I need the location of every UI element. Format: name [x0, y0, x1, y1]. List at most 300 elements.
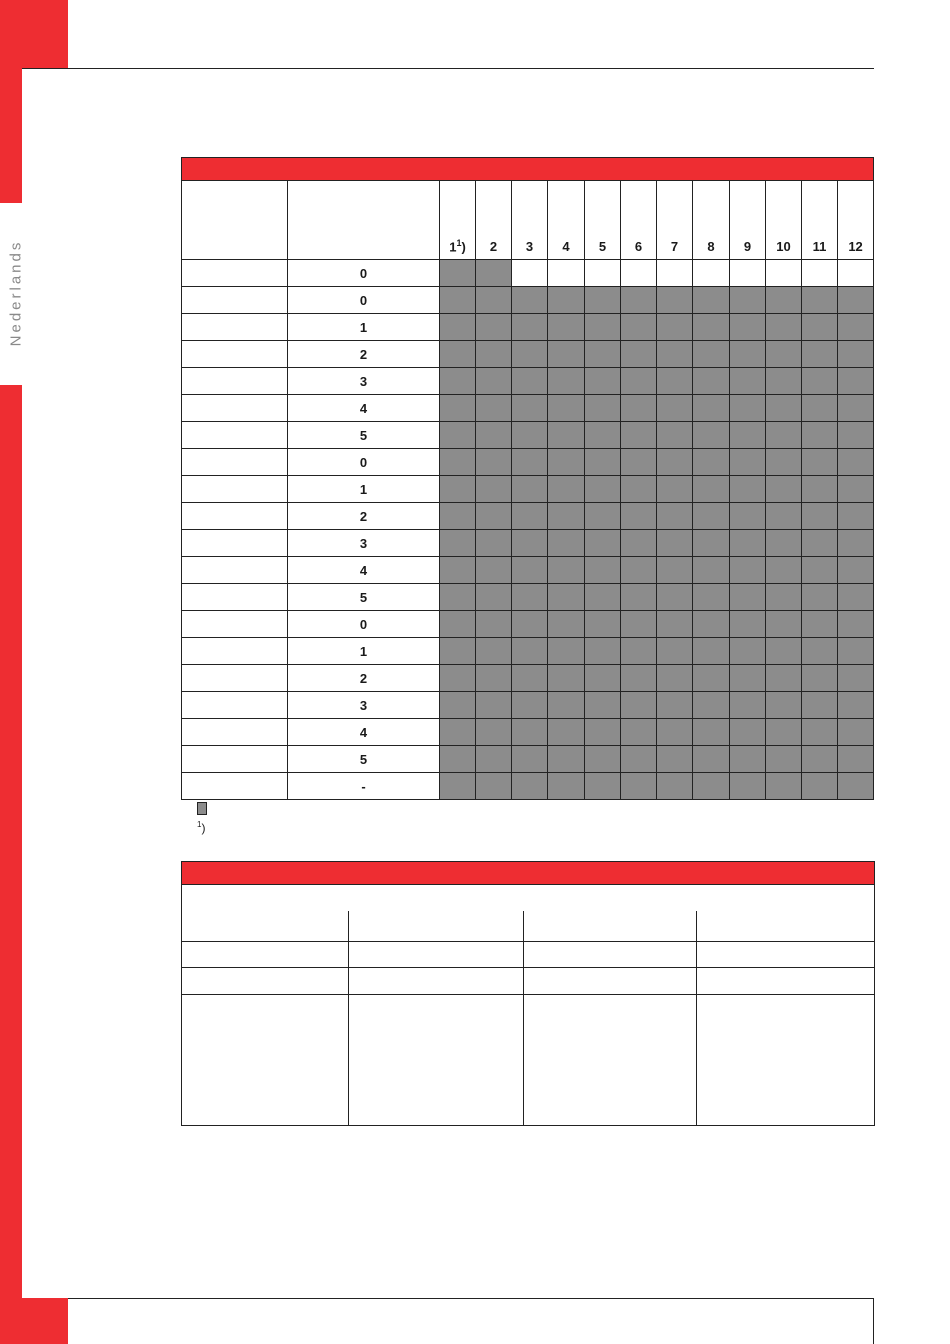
shaded-cell [838, 557, 874, 584]
table-row [182, 638, 874, 665]
row-value: 2 [288, 665, 440, 692]
empty-cell [657, 260, 693, 287]
shaded-cell [621, 584, 657, 611]
shaded-cell [766, 557, 802, 584]
shaded-cell [476, 314, 512, 341]
table-cell [524, 967, 697, 994]
table-row [182, 422, 874, 449]
table-cell [349, 941, 524, 967]
shaded-cell [657, 422, 693, 449]
shaded-cell [802, 773, 838, 800]
shaded-cell [440, 746, 476, 773]
header-cell-value [288, 181, 440, 260]
compatibility-table [181, 157, 874, 800]
shaded-cell [585, 422, 621, 449]
column-header-2: 2 [476, 181, 512, 260]
row-value: 3 [288, 692, 440, 719]
row-value: 3 [288, 530, 440, 557]
shaded-cell [730, 422, 766, 449]
shaded-cell [730, 719, 766, 746]
shaded-cell [585, 773, 621, 800]
shaded-cell [512, 692, 548, 719]
legend-swatch [197, 802, 207, 815]
row-label-cell [182, 503, 288, 530]
sidebar-strip-bottom [0, 385, 22, 1344]
table-subheader [182, 885, 875, 912]
shaded-cell [657, 584, 693, 611]
shaded-cell [476, 287, 512, 314]
column-header-3: 3 [512, 181, 548, 260]
table-row [182, 557, 874, 584]
shaded-cell [730, 314, 766, 341]
row-label-cell [182, 557, 288, 584]
shaded-cell [512, 503, 548, 530]
shaded-cell [730, 449, 766, 476]
empty-cell [512, 260, 548, 287]
shaded-cell [585, 341, 621, 368]
shaded-cell [657, 395, 693, 422]
shaded-cell [440, 422, 476, 449]
table-row [182, 314, 874, 341]
column-header-4: 4 [548, 181, 585, 260]
shaded-cell [766, 530, 802, 557]
shaded-cell [730, 746, 766, 773]
column-header-7: 7 [657, 181, 693, 260]
shaded-cell [512, 287, 548, 314]
shaded-cell [766, 773, 802, 800]
shaded-cell [730, 611, 766, 638]
shaded-cell [512, 449, 548, 476]
shaded-cell [730, 773, 766, 800]
shaded-cell [585, 557, 621, 584]
shaded-cell [693, 692, 730, 719]
shaded-cell [440, 719, 476, 746]
shaded-cell [476, 719, 512, 746]
shaded-cell [802, 476, 838, 503]
shaded-cell [766, 314, 802, 341]
shaded-cell [621, 746, 657, 773]
shaded-cell [838, 584, 874, 611]
shaded-cell [476, 449, 512, 476]
shaded-cell [512, 719, 548, 746]
table-row [182, 611, 874, 638]
table-cell [349, 911, 524, 941]
shaded-cell [730, 287, 766, 314]
shaded-cell [440, 476, 476, 503]
shaded-cell [802, 584, 838, 611]
shaded-cell [548, 584, 585, 611]
shaded-cell [440, 395, 476, 422]
row-label-cell [182, 719, 288, 746]
shaded-cell [730, 584, 766, 611]
row-label-cell [182, 530, 288, 557]
shaded-cell [585, 503, 621, 530]
shaded-cell [548, 530, 585, 557]
row-value: 0 [288, 611, 440, 638]
shaded-cell [585, 584, 621, 611]
shaded-cell [838, 314, 874, 341]
shaded-cell [440, 449, 476, 476]
footnote: $^1$) [197, 820, 206, 835]
shaded-cell [512, 341, 548, 368]
shaded-cell [766, 449, 802, 476]
column-header-1: $1^1$) [440, 181, 476, 260]
shaded-cell [802, 368, 838, 395]
row-value: - [288, 773, 440, 800]
row-value: 4 [288, 395, 440, 422]
shaded-cell [440, 368, 476, 395]
shaded-cell [657, 746, 693, 773]
shaded-cell [730, 503, 766, 530]
shaded-cell [476, 368, 512, 395]
table-row [182, 665, 874, 692]
shaded-cell [476, 611, 512, 638]
table-header-band [182, 862, 875, 885]
shaded-cell [621, 341, 657, 368]
table-cell [697, 994, 875, 1125]
shaded-cell [621, 530, 657, 557]
column-header-10: 10 [766, 181, 802, 260]
shaded-cell [730, 395, 766, 422]
row-value: 0 [288, 449, 440, 476]
shaded-cell [476, 476, 512, 503]
shaded-cell [730, 476, 766, 503]
shaded-cell [766, 368, 802, 395]
shaded-cell [730, 530, 766, 557]
shaded-cell [440, 341, 476, 368]
shaded-cell [476, 638, 512, 665]
corner-tab-bottom [0, 1298, 68, 1344]
shaded-cell [657, 476, 693, 503]
shaded-cell [476, 665, 512, 692]
shaded-cell [440, 773, 476, 800]
row-label-cell [182, 341, 288, 368]
shaded-cell [548, 368, 585, 395]
shaded-cell [476, 395, 512, 422]
table-cell [349, 967, 524, 994]
shaded-cell [621, 422, 657, 449]
table-row [182, 692, 874, 719]
shaded-cell [657, 287, 693, 314]
sidebar-strip-top [0, 0, 22, 203]
shaded-cell [838, 530, 874, 557]
shaded-cell [548, 611, 585, 638]
table-cell [182, 994, 349, 1125]
row-value: 2 [288, 341, 440, 368]
shaded-cell [512, 530, 548, 557]
shaded-cell [621, 368, 657, 395]
shaded-cell [838, 449, 874, 476]
shaded-cell [440, 692, 476, 719]
shaded-cell [693, 341, 730, 368]
shaded-cell [585, 368, 621, 395]
table-header-band [182, 158, 874, 181]
row-label-cell [182, 476, 288, 503]
column-header-11: 11 [802, 181, 838, 260]
shaded-cell [621, 692, 657, 719]
shaded-cell [693, 422, 730, 449]
row-label-cell [182, 287, 288, 314]
shaded-cell [802, 638, 838, 665]
shaded-cell [476, 503, 512, 530]
shaded-cell [766, 719, 802, 746]
shaded-cell [802, 341, 838, 368]
shaded-cell [802, 557, 838, 584]
shaded-cell [548, 449, 585, 476]
shaded-cell [766, 746, 802, 773]
shaded-cell [476, 260, 512, 287]
shaded-cell [657, 341, 693, 368]
shaded-cell [621, 665, 657, 692]
shaded-cell [657, 449, 693, 476]
footer-edge [873, 1298, 874, 1344]
shaded-cell [657, 368, 693, 395]
shaded-cell [548, 314, 585, 341]
shaded-cell [838, 341, 874, 368]
shaded-cell [838, 287, 874, 314]
shaded-cell [657, 773, 693, 800]
shaded-cell [802, 611, 838, 638]
shaded-cell [585, 314, 621, 341]
shaded-cell [657, 638, 693, 665]
shaded-cell [476, 692, 512, 719]
shaded-cell [548, 638, 585, 665]
shaded-cell [802, 422, 838, 449]
shaded-cell [657, 665, 693, 692]
column-header-5: 5 [585, 181, 621, 260]
row-label-cell [182, 692, 288, 719]
footer-rule [68, 1298, 874, 1299]
shaded-cell [730, 692, 766, 719]
shaded-cell [838, 422, 874, 449]
shaded-cell [585, 476, 621, 503]
table-row [182, 746, 874, 773]
shaded-cell [838, 611, 874, 638]
shaded-cell [585, 692, 621, 719]
shaded-cell [512, 476, 548, 503]
shaded-cell [766, 611, 802, 638]
shaded-cell [693, 665, 730, 692]
empty-cell [693, 260, 730, 287]
shaded-cell [693, 314, 730, 341]
shaded-cell [476, 557, 512, 584]
shaded-cell [730, 368, 766, 395]
shaded-cell [440, 530, 476, 557]
shaded-cell [766, 476, 802, 503]
shaded-cell [440, 287, 476, 314]
table-cell [524, 994, 697, 1125]
shaded-cell [693, 395, 730, 422]
shaded-cell [512, 557, 548, 584]
shaded-cell [440, 611, 476, 638]
shaded-cell [548, 719, 585, 746]
shaded-cell [693, 287, 730, 314]
shaded-cell [693, 719, 730, 746]
table-cell [182, 941, 349, 967]
shaded-cell [802, 503, 838, 530]
shaded-cell [838, 692, 874, 719]
shaded-cell [548, 476, 585, 503]
shaded-cell [621, 314, 657, 341]
shaded-cell [585, 746, 621, 773]
shaded-cell [693, 449, 730, 476]
shaded-cell [838, 719, 874, 746]
row-label-cell [182, 260, 288, 287]
shaded-cell [512, 638, 548, 665]
shaded-cell [730, 638, 766, 665]
empty-cell [730, 260, 766, 287]
table-row [182, 368, 874, 395]
column-header-9: 9 [730, 181, 766, 260]
row-value: 5 [288, 746, 440, 773]
table-cell [697, 967, 875, 994]
shaded-cell [548, 422, 585, 449]
table-row [182, 260, 874, 287]
shaded-cell [693, 638, 730, 665]
shaded-cell [766, 692, 802, 719]
shaded-cell [766, 584, 802, 611]
shaded-cell [657, 503, 693, 530]
row-value: 3 [288, 368, 440, 395]
shaded-cell [621, 557, 657, 584]
row-value: 2 [288, 503, 440, 530]
header-rule [22, 68, 874, 69]
shaded-cell [838, 395, 874, 422]
shaded-cell [802, 719, 838, 746]
shaded-cell [693, 773, 730, 800]
shaded-cell [766, 665, 802, 692]
shaded-cell [548, 341, 585, 368]
shaded-cell [657, 530, 693, 557]
shaded-cell [548, 746, 585, 773]
shaded-cell [657, 692, 693, 719]
shaded-cell [693, 746, 730, 773]
shaded-cell [657, 611, 693, 638]
shaded-cell [802, 746, 838, 773]
shaded-cell [512, 422, 548, 449]
column-header-12: 12 [838, 181, 874, 260]
table-cell [524, 911, 697, 941]
shaded-cell [585, 449, 621, 476]
shaded-cell [440, 557, 476, 584]
shaded-cell [512, 584, 548, 611]
table-row [182, 476, 874, 503]
shaded-cell [838, 476, 874, 503]
shaded-cell [512, 773, 548, 800]
shaded-cell [802, 314, 838, 341]
shaded-cell [512, 314, 548, 341]
row-value: 5 [288, 584, 440, 611]
second-table [181, 861, 875, 1126]
shaded-cell [585, 611, 621, 638]
shaded-cell [548, 773, 585, 800]
empty-cell [548, 260, 585, 287]
shaded-cell [693, 530, 730, 557]
table-cell [182, 967, 349, 994]
shaded-cell [802, 287, 838, 314]
table-row [182, 503, 874, 530]
row-value: 4 [288, 557, 440, 584]
shaded-cell [548, 503, 585, 530]
row-value: 0 [288, 260, 440, 287]
row-label-cell [182, 422, 288, 449]
shaded-cell [766, 287, 802, 314]
shaded-cell [476, 341, 512, 368]
row-label-cell [182, 314, 288, 341]
table-cell [349, 994, 524, 1125]
column-header-8: 8 [693, 181, 730, 260]
shaded-cell [766, 341, 802, 368]
header-cell-label [182, 181, 288, 260]
row-label-cell [182, 449, 288, 476]
table-cell [182, 911, 349, 941]
row-value: 1 [288, 638, 440, 665]
shaded-cell [512, 746, 548, 773]
row-label-cell [182, 746, 288, 773]
shaded-cell [476, 422, 512, 449]
shaded-cell [621, 395, 657, 422]
shaded-cell [548, 395, 585, 422]
empty-cell [766, 260, 802, 287]
table-row [182, 449, 874, 476]
shaded-cell [512, 395, 548, 422]
shaded-cell [766, 503, 802, 530]
shaded-cell [657, 719, 693, 746]
shaded-cell [693, 503, 730, 530]
shaded-cell [621, 287, 657, 314]
shaded-cell [766, 422, 802, 449]
shaded-cell [766, 638, 802, 665]
shaded-cell [585, 530, 621, 557]
shaded-cell [693, 368, 730, 395]
shaded-cell [730, 557, 766, 584]
shaded-cell [476, 746, 512, 773]
shaded-cell [693, 611, 730, 638]
shaded-cell [730, 665, 766, 692]
shaded-cell [440, 503, 476, 530]
shaded-cell [440, 584, 476, 611]
shaded-cell [730, 341, 766, 368]
row-label-cell [182, 584, 288, 611]
language-label: Nederlands [7, 239, 25, 347]
table-cell [524, 941, 697, 967]
shaded-cell [838, 746, 874, 773]
empty-cell [585, 260, 621, 287]
row-label-cell [182, 611, 288, 638]
shaded-cell [838, 503, 874, 530]
shaded-cell [802, 449, 838, 476]
shaded-cell [440, 638, 476, 665]
shaded-cell [440, 314, 476, 341]
column-header-6: 6 [621, 181, 657, 260]
table-row [182, 287, 874, 314]
table-row [182, 584, 874, 611]
shaded-cell [585, 287, 621, 314]
shaded-cell [512, 665, 548, 692]
row-value: 4 [288, 719, 440, 746]
shaded-cell [621, 449, 657, 476]
shaded-cell [621, 773, 657, 800]
empty-cell [838, 260, 874, 287]
row-value: 5 [288, 422, 440, 449]
shaded-cell [440, 665, 476, 692]
shaded-cell [766, 395, 802, 422]
table-cell [697, 911, 875, 941]
shaded-cell [476, 584, 512, 611]
table-row [182, 395, 874, 422]
table-row [182, 719, 874, 746]
shaded-cell [657, 557, 693, 584]
